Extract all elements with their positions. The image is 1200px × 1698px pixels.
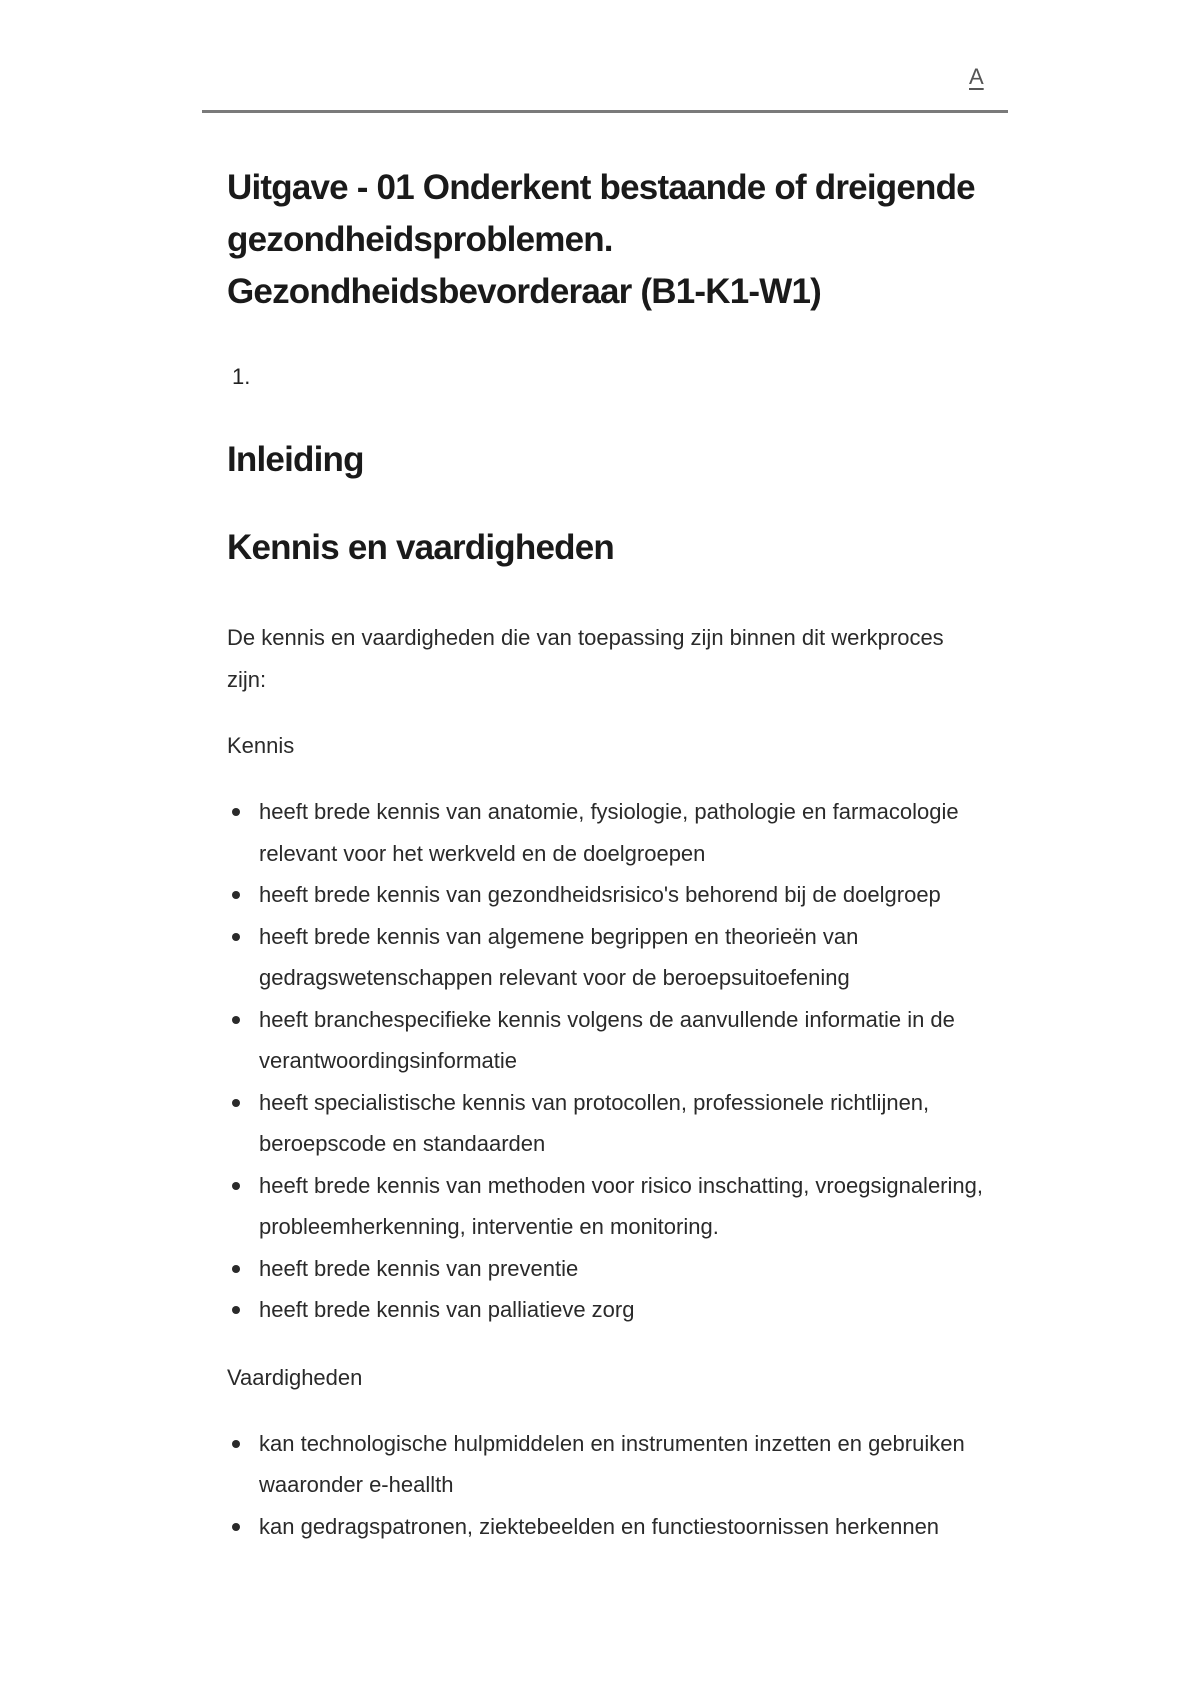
kennis-item-text: heeft brede kennis van anatomie, fysiologie, pathologie en farmacologie relevant voor het werkveld en de doelgroepen <box>259 799 959 866</box>
bullet-icon <box>232 1440 240 1448</box>
bullet-icon <box>232 1265 240 1273</box>
page-title: Uitgave - 01 Onderkent bestaande of dreigende gezondheidsproblemen. Gezondheidsbevorderaar (B1-K1-W1) <box>227 168 975 311</box>
numbered-list <box>227 362 987 392</box>
kennis-item-text: heeft brede kennis van methoden voor risico inschatting, vroegsignalering, probleemherkenning, interventie en monitoring. <box>259 1172 983 1239</box>
kennis-list-item <box>227 999 987 1082</box>
bullet-icon <box>232 808 240 816</box>
kennis-list-item <box>227 1248 987 1290</box>
bullet-icon <box>232 1182 240 1190</box>
bullet-icon <box>232 1306 240 1314</box>
heading-inleiding: Inleiding <box>227 440 364 479</box>
vaardigheden-list <box>227 1423 987 1548</box>
vaardigheden-item-text: kan gedragspatronen, ziektebeelden en functiestoornissen herkennen <box>259 1513 940 1539</box>
heading-kennis-en-vaardigheden: Kennis en vaardigheden <box>227 528 614 567</box>
bullet-icon <box>232 1523 240 1531</box>
document-content <box>227 162 987 1547</box>
header-divider <box>202 110 1008 113</box>
kennis-list-item <box>227 1082 987 1165</box>
vaardigheden-list-item <box>227 1506 987 1548</box>
kennis-list-item <box>227 1165 987 1248</box>
kennis-list-item <box>227 1289 987 1331</box>
kennis-item-text: heeft brede kennis van palliatieve zorg <box>259 1297 635 1322</box>
vaardigheden-label: Vaardigheden <box>227 1364 363 1390</box>
kennis-list <box>227 791 987 1331</box>
bullet-icon <box>232 891 240 899</box>
intro-paragraph: De kennis en vaardigheden die van toepassing zijn binnen dit werkproces zijn: <box>227 625 944 692</box>
kennis-list-item <box>227 791 987 874</box>
kennis-label: Kennis <box>227 733 295 758</box>
kennis-item-text: heeft brede kennis van gezondheidsrisico's behorend bij de doelgroep <box>259 882 941 907</box>
header-link-a[interactable]: A <box>969 64 984 89</box>
numbered-list-item: 1. <box>232 364 251 389</box>
kennis-list-item <box>227 874 987 916</box>
bullet-icon <box>232 1016 240 1024</box>
vaardigheden-list-item <box>227 1423 987 1506</box>
vaardigheden-item-text: kan technologische hulpmiddelen en instrumenten inzetten en gebruiken waaronder e-heallth <box>259 1430 965 1497</box>
bullet-icon <box>232 933 240 941</box>
kennis-list-item <box>227 916 987 999</box>
kennis-item-text: heeft specialistische kennis van protocollen, professionele richtlijnen, beroepscode en standaarden <box>259 1089 930 1156</box>
kennis-item-text: heeft brede kennis van algemene begrippen en theorieën van gedragswetenschappen relevant voor de beroepsuitoefening <box>259 923 859 990</box>
kennis-item-text: heeft branchespecifieke kennis volgens de aanvullende informatie in de verantwoordingsinformatie <box>259 1006 955 1073</box>
bullet-icon <box>232 1099 240 1107</box>
kennis-item-text: heeft brede kennis van preventie <box>259 1255 579 1281</box>
